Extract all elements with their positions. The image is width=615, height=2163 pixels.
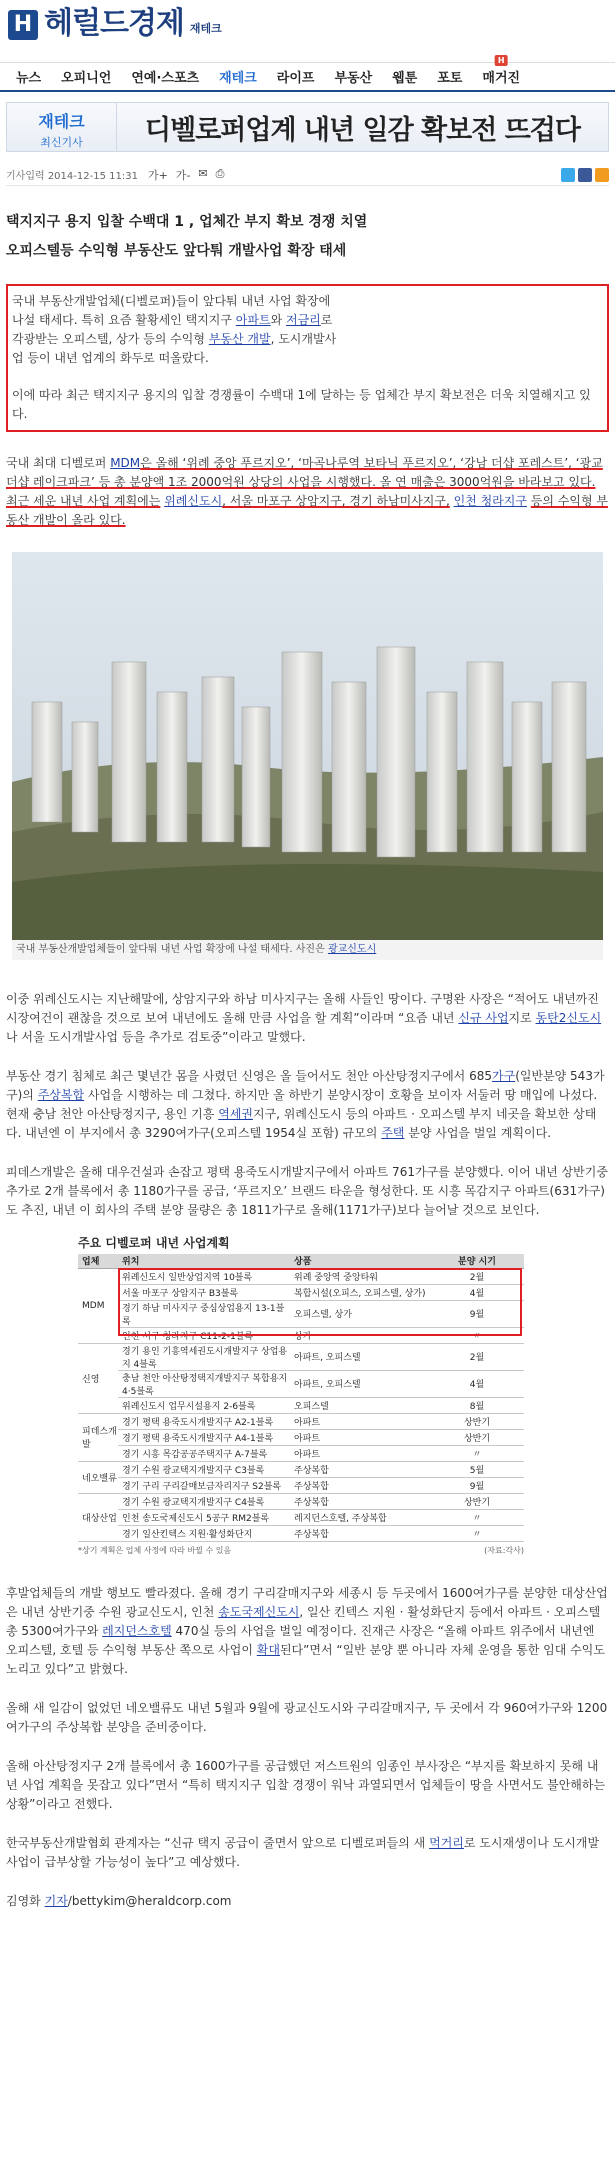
keyword-link[interactable]: 레지던스호텔: [102, 1623, 172, 1638]
product-cell: 아파트, 오피스텔: [290, 1370, 426, 1397]
table-row: [78, 1493, 524, 1509]
body-paragraph: [6, 990, 609, 1047]
lead-text: 업 등이 내년 업계의 화두로 떠올랐다.: [12, 351, 209, 365]
keyword-link[interactable]: 광교신도시: [327, 944, 377, 955]
caption-text: 국내 부동산개발업체들이 앞다퉈 내년 사업 확장에 나설 태세다. 사진은: [16, 944, 325, 955]
nav-life[interactable]: 라이프: [276, 71, 315, 86]
company-cell: 대상산업: [78, 1493, 118, 1541]
mdm-highlight-frame: [118, 1268, 522, 1336]
location-cell: 경기 하남 미사지구 중심상업용지 13-1블록: [118, 1300, 290, 1327]
share-buttons: [561, 168, 609, 182]
col-product: 상품: [290, 1254, 426, 1268]
keyword-link[interactable]: 부동산 개발: [208, 332, 271, 346]
body-text: 지구, 위례신도시 등의 아파트 · 오피스텔 부지 네곳을 확보한 상태다. 내년엔 이 부지에서 총 3290여가구(오피스텔 1954실 포함) 규모의: [6, 1107, 597, 1140]
table-source: (자료:각사): [484, 1545, 524, 1555]
company-cell: 신영: [78, 1343, 118, 1413]
schedule-cell: 상반기: [426, 1493, 524, 1509]
location-cell: 인천 서구 청라지구 C11-2-1블록: [118, 1327, 290, 1343]
subhead-1: 택지지구 용지 입찰 수백대 1 , 업체간 부지 확보 경쟁 치열: [6, 214, 368, 230]
nav-webtoon[interactable]: 웹툰: [392, 71, 418, 86]
product-cell: 상가: [290, 1327, 426, 1343]
product-cell: 복합시설(오피스, 오피스텔, 상가): [290, 1284, 426, 1300]
body-paragraph: [6, 1067, 609, 1143]
table-footnote: *상기 계획은 업체 사정에 따라 바뀔 수 있음: [78, 1545, 232, 1555]
keyword-link[interactable]: 인천 청라지구: [453, 494, 527, 508]
body-text: 분양 사업을 벌일 계획이다.: [408, 1126, 552, 1140]
schedule-cell: 2월: [426, 1343, 524, 1370]
photo-caption: [12, 940, 603, 960]
product-cell: 오피스텔: [290, 1397, 426, 1413]
keyword-link[interactable]: 아파트: [235, 313, 271, 327]
keyword-link[interactable]: 역세권: [218, 1107, 253, 1121]
table-footer: [78, 1545, 524, 1556]
schedule-cell: 상반기: [426, 1429, 524, 1445]
col-company: 업체: [78, 1254, 118, 1268]
location-cell: 위례신도시 일반상업지역 10블록: [118, 1268, 290, 1284]
byline: [6, 1892, 609, 1911]
table-row: [78, 1370, 524, 1397]
site-logo[interactable]: [8, 8, 222, 40]
location-cell: 경기 일산킨텍스 지원·활성화단지: [118, 1525, 290, 1541]
product-cell: 주상복합: [290, 1477, 426, 1493]
location-cell: 충남 천안 아산탕정택지개발지구 복합용지 4·5블록: [118, 1370, 290, 1397]
schedule-cell: 〃: [426, 1445, 524, 1461]
product-cell: 오피스텔, 상가: [290, 1300, 426, 1327]
body-paragraph: 올해 새 일감이 없었던 네오밸류도 내년 5월과 9월에 광교신도시와 구리갈매지구, 두 곳에서 각 960여가구와 1200여가구의 주상복합 분양을 준비중이다.: [6, 1700, 608, 1734]
section-label-box: [7, 103, 117, 151]
body-text-highlighted: , 서울 마포구 상암지구, 경기 하남미사지구,: [222, 494, 450, 508]
logo-text: 헤럴드경제: [44, 6, 184, 41]
body-text: 한국부동산개발협회 관계자는 “신규 택지 공급이 줄면서 앞으로 디벨로퍼들의 새: [6, 1835, 426, 1850]
location-cell: 경기 수원 광교택지개발지구 C3블록: [118, 1461, 290, 1477]
publish-date: 기사입력 2014-12-15 11:31: [6, 171, 138, 182]
nav-news[interactable]: 뉴스: [16, 71, 42, 86]
twitter-icon[interactable]: [561, 168, 575, 182]
keyword-link[interactable]: 송도국제신도시: [218, 1604, 300, 1619]
body-paragraph: 피데스개발은 올해 대우건설과 손잡고 평택 용죽도시개발지구에서 아파트 761가구를 분양했다. 이어 내년 상반기중 추가로 2개 블록에서 총 1180가구를 공급, ‘푸르지오’ 브랜드 타운을 형성한다. 또 시흥 목감지구 아파트(631가구)도 추진, 내년 이 회사의 주택 분양 물량은 총 1811가구로 올해(1171가구)보다 늘어날 것으로 보인다.: [6, 1165, 608, 1217]
schedule-cell: 4월: [426, 1284, 524, 1300]
nav-opinion[interactable]: 오피니언: [61, 71, 112, 86]
body-paragraph: 올해 아산탕정지구 2개 블록에서 총 1600가구를 공급했던 저스트원의 임종인 부사장은 “부지를 확보하지 못해 내년 사업 계획을 못잡고 있다”면서 “특히 택지지구 입찰 경쟁이 워낙 과열되면서 업체들이 땅을 사면서도 불안해하는 상황”이라고 전했다.: [6, 1758, 606, 1811]
table-row: [78, 1445, 524, 1461]
body-text: 지로: [508, 1011, 532, 1025]
email-icon[interactable]: ✉: [198, 166, 208, 180]
reporter-link[interactable]: 기자: [44, 1893, 68, 1908]
body-text: (일반분양 543가구)의: [6, 1069, 605, 1102]
lead-paragraph-2: 이에 따라 최근 택지지구 용지의 입찰 경쟁률이 수백대 1에 달하는 등 업체간 부지 확보전은 더욱 치열해지고 있다.: [12, 388, 591, 421]
keyword-link[interactable]: 위례신도시: [164, 494, 223, 508]
keyword-link[interactable]: 주택: [381, 1126, 405, 1140]
schedule-cell: 8월: [426, 1397, 524, 1413]
schedule-cell: 9월: [426, 1477, 524, 1493]
product-cell: 위례 중앙역 중앙타워: [290, 1268, 426, 1284]
schedule-cell: 9월: [426, 1300, 524, 1327]
schedule-cell: 〃: [426, 1525, 524, 1541]
body-paragraph: [6, 1584, 609, 1679]
location-cell: 경기 수원 광교택지개발지구 C4블록: [118, 1493, 290, 1509]
magazine-badge-icon: H: [495, 55, 508, 66]
body-text: 후발업체들의 개발 행보도 빨라졌다. 올해 경기 구리갈매지구와 세종시 등 두곳에서 1600여가구를 분양한 대상산업은 내년 상반기중 수원 광교신도시, 인천: [6, 1585, 608, 1619]
nav-realestate[interactable]: 부동산: [334, 71, 373, 86]
table-header-row: [78, 1254, 524, 1268]
company-cell: MDM: [78, 1268, 118, 1343]
keyword-link[interactable]: 먹거리: [429, 1835, 464, 1850]
body-text: 로 도시재생이나 도시개발사업이 급부상할 가능성이 높다”고 예상했다.: [6, 1835, 600, 1869]
logo-section: 재테크: [189, 22, 222, 35]
product-cell: 아파트: [290, 1445, 426, 1461]
body-text-highlighted: 등의 수익형 부동산 개발이 올라 있다.: [6, 494, 608, 527]
body-text: 된다”면서 “일반 분양 뿐 아니라 자체 운영을 통한 임대 수익도 노리고 있다”고 밝혔다.: [6, 1642, 605, 1676]
table-row: [78, 1397, 524, 1413]
font-up-label: 가: [147, 168, 159, 182]
location-cell: 경기 용인 기흥역세권도시개발지구 상업용지 4블록: [118, 1343, 290, 1370]
company-cell: 피데스개발: [78, 1413, 118, 1461]
table-row: [78, 1429, 524, 1445]
lead-text: 국내 부동산개발업체(디벨로퍼)들이 앞다퉈 내년 사업 확장에: [12, 294, 331, 308]
keyword-link[interactable]: 신규 사업: [458, 1011, 509, 1025]
product-cell: 레지던스호텔, 주상복합: [290, 1509, 426, 1525]
city-skyline-image: [12, 552, 603, 940]
site-header: [0, 0, 615, 62]
table-row: [78, 1509, 524, 1525]
location-cell: 서울 마포구 상암지구 B3블록: [118, 1284, 290, 1300]
product-cell: 아파트, 오피스텔: [290, 1343, 426, 1370]
font-down-button[interactable]: 가-: [175, 168, 191, 182]
col-location: 위치: [118, 1254, 290, 1268]
font-down-label: 가: [175, 168, 187, 182]
article-photo: [12, 552, 603, 940]
print-icon[interactable]: ⎙: [215, 166, 225, 180]
body-text: 470실 등의 사업을 벌일 예정이다. 진재근 사장은 “올해 아파트 위주에서 내년엔 오피스텔, 호텔 등 수익형 부동산 쪽으로 사업이: [6, 1623, 595, 1657]
schedule-cell: 상반기: [426, 1413, 524, 1429]
lead-text: 로: [320, 313, 333, 327]
nav-finance[interactable]: 재테크: [219, 71, 257, 86]
font-up-button[interactable]: 가+: [147, 168, 168, 182]
location-cell: 위례신도시 업무시설용지 2-6블록: [118, 1397, 290, 1413]
section-subtitle[interactable]: 최신기사: [40, 136, 83, 149]
location-cell: 경기 구리 구리갈매보금자리지구 S2블록: [118, 1477, 290, 1493]
company-cell: 네오밸류: [78, 1461, 118, 1493]
keyword-link[interactable]: 확대: [256, 1642, 280, 1657]
product-cell: 주상복합: [290, 1493, 426, 1509]
body-text: 부동산 경기 침체로 최근 몇년간 몸을 사렸던 신영은 올 들어서도 천안 아산탕정지구에서 685: [6, 1069, 492, 1083]
table-row: [78, 1413, 524, 1429]
nav-magazine-label: 매거진: [482, 71, 521, 86]
body-text-highlighted: 은 올해 ‘위례 중앙 푸르지오’, ‘마곡나루역 보타닉 푸르지오’, ‘강남 더샵 포레스트’, ‘광교 더샵 레이크파크’ 등 총 분양액 1조 2000억원 상당의 사업을 시행했다. 올 연 매출은 3000억원을 바라보고 있다. 최근 세운 내년 사업 계획에는: [6, 456, 603, 508]
product-cell: 주상복합: [290, 1525, 426, 1541]
lead-text: 각광받는 오피스텔, 상가 등의 수익형: [12, 332, 205, 346]
lead-text: , 도시개발사: [270, 332, 337, 346]
facebook-icon[interactable]: [578, 168, 592, 182]
logo-h-icon: H: [8, 10, 38, 40]
lead-paragraph-1: [12, 292, 603, 368]
section-title[interactable]: 재테크: [38, 112, 85, 131]
article-subheads: [6, 208, 609, 266]
table-title: 주요 디벨로퍼 내년 사업계획: [78, 1236, 230, 1250]
nav-entertainment[interactable]: 연예·스포츠: [131, 71, 200, 86]
schedule-cell: 4월: [426, 1370, 524, 1397]
product-cell: 아파트: [290, 1413, 426, 1429]
reporter-name: 김영화: [6, 1893, 41, 1908]
body-text: 사업을 시행하는 데 그쳤다. 하지만 올 하반기 분양시장이 호황을 보이자 서둘러 땅 매입에 나섰다. 현재 충남 천안 아산탕정지구, 용인 기흥: [6, 1088, 598, 1121]
body-paragraph: [6, 1834, 609, 1872]
table-row: [78, 1343, 524, 1370]
business-plan-table: [78, 1234, 524, 1556]
section-header: [6, 102, 609, 152]
location-cell: 경기 평택 용죽도시개발지구 A2-1블록: [118, 1413, 290, 1429]
share-more-icon[interactable]: [595, 168, 609, 182]
schedule-cell: 〃: [426, 1509, 524, 1525]
product-cell: 주상복합: [290, 1461, 426, 1477]
table-row: [78, 1477, 524, 1493]
article-headline: 디벨로퍼업계 내년 일감 확보전 뜨겁다: [145, 114, 580, 146]
table-row: [78, 1461, 524, 1477]
table-row: [78, 1525, 524, 1541]
schedule-cell: 2월: [426, 1268, 524, 1284]
location-cell: 경기 시흥 목감공공주택지구 A-7블록: [118, 1445, 290, 1461]
body-text: 국내 최대 디벨로퍼: [6, 456, 107, 470]
nav-photo[interactable]: 포토: [437, 71, 463, 86]
reporter-email: /bettykim@heraldcorp.com: [67, 1893, 232, 1908]
nav-magazine[interactable]: [472, 56, 530, 86]
product-cell: 아파트: [290, 1429, 426, 1445]
keyword-link[interactable]: 주상복합: [37, 1088, 85, 1102]
keyword-link[interactable]: 저금리: [285, 313, 321, 327]
subhead-2: 오피스텔등 수익형 부동산도 앞다퉈 개발사업 확장 태세: [6, 243, 347, 259]
main-nav: [0, 56, 615, 92]
schedule-cell: 5월: [426, 1461, 524, 1477]
lead-highlight-box: [6, 284, 609, 432]
col-schedule: 분양 시기: [426, 1254, 524, 1268]
body-text: 나 서울 도시개발사업 등을 추가로 검토중”이라고 말했다.: [6, 1030, 306, 1044]
schedule-cell: 〃: [426, 1327, 524, 1343]
location-cell: 인천 송도국제신도시 5공구 RM2블록: [118, 1509, 290, 1525]
article-tools: [148, 167, 225, 183]
keyword-link[interactable]: 가구: [492, 1069, 516, 1083]
body-text: , 일산 킨텍스 지원 · 활성화단지 등에서 아파트 · 오피스텔 총 5300여가구와: [6, 1604, 601, 1638]
article-meta: [6, 164, 609, 186]
lead-text: 와: [270, 313, 283, 327]
keyword-link[interactable]: 동탄2신도시: [535, 1011, 602, 1025]
keyword-link[interactable]: MDM: [110, 456, 141, 470]
location-cell: 경기 평택 용죽도시개발지구 A4-1블록: [118, 1429, 290, 1445]
lead-text: 나설 태세다. 특히 요즘 활황세인 택지지구: [12, 313, 232, 327]
body-paragraph: [6, 454, 609, 530]
body-text: 이중 위례신도시는 지난해말에, 상암지구와 하남 미사지구는 올해 사들인 땅이다. 구명완 사장은 “적어도 내년까진 시장여건이 괜찮을 것으로 보여 내년에도 올해 만큼 사업을 할 계획”이라며 “요즘 내년: [6, 992, 599, 1025]
